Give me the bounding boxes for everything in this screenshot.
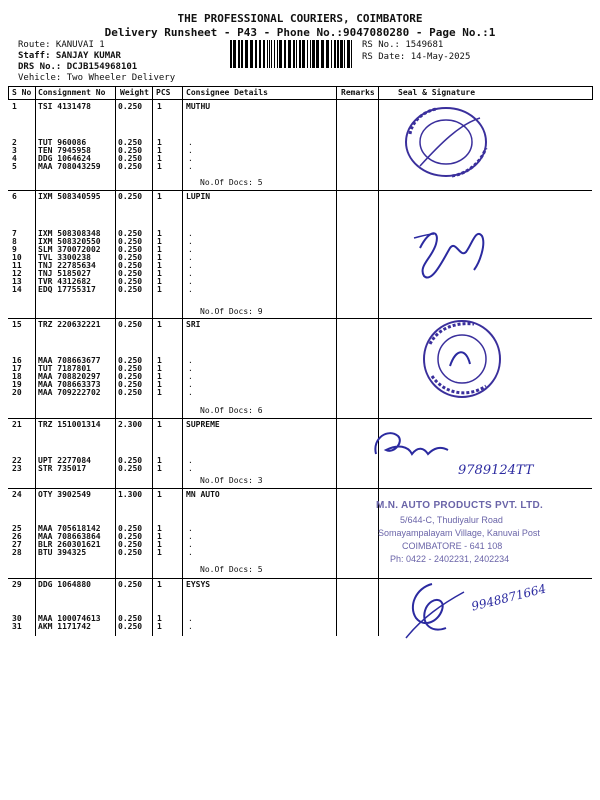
table-rule [8, 99, 592, 100]
col-header-seal: Seal & Signature [398, 88, 476, 97]
row-consignee-dot: . [188, 532, 193, 541]
barcode-bar [250, 40, 253, 68]
row-weight: 0.250 [118, 192, 143, 201]
row-sno: 21 [12, 420, 22, 429]
group-consignee-name: LUPIN [186, 192, 211, 201]
row-consignment-no: TRZ 151001314 [38, 420, 101, 429]
row-consignee-dot: . [188, 138, 193, 147]
barcode-bar [255, 40, 257, 68]
table-column-rule [35, 86, 36, 636]
row-sno: 9 [12, 245, 17, 254]
row-weight: 0.250 [118, 524, 143, 533]
agency-seal-stamp [400, 104, 496, 184]
row-consignee-dot: . [188, 162, 193, 171]
vehicle-label: Vehicle: Two Wheeler Delivery [18, 73, 176, 83]
runsheet-subtitle: Delivery Runsheet - P43 - Phone No.:9047080280 - Page No.:1 [104, 26, 496, 39]
row-weight: 0.250 [118, 146, 143, 155]
row-weight: 0.250 [118, 269, 143, 278]
barcode-bar [316, 40, 319, 68]
row-sno: 17 [12, 364, 22, 373]
runsheet-title: THE PROFESSIONAL COURIERS, COIMBATORE [177, 12, 423, 25]
row-consignee-dot: . [188, 540, 193, 549]
mn-auto-stamp-line5: Ph: 0422 - 2402231, 2402234 [390, 554, 510, 564]
row-weight: 0.250 [118, 138, 143, 147]
row-pcs: 1 [157, 622, 162, 631]
barcode-bar [337, 40, 339, 68]
row-pcs: 1 [157, 388, 162, 397]
row-weight: 0.250 [118, 532, 143, 541]
row-consignment-no: IXM 508320550 [38, 237, 101, 246]
table-column-rule [182, 86, 183, 636]
row-sno: 31 [12, 622, 22, 631]
staff-label: Staff: SANJAY KUMAR [18, 51, 121, 61]
row-consignment-no: TNJ 22785634 [38, 261, 96, 270]
group-doc-count: No.Of Docs: 5 [200, 565, 263, 574]
group-doc-count: No.Of Docs: 9 [200, 307, 263, 316]
row-weight: 0.250 [118, 380, 143, 389]
row-consignee-dot: . [188, 464, 193, 473]
row-weight: 0.250 [118, 261, 143, 270]
row-consignment-no: DDG 1064880 [38, 580, 91, 589]
row-consignment-no: MAA 708663864 [38, 532, 101, 541]
row-sno: 19 [12, 380, 22, 389]
table-column-rule [592, 86, 593, 100]
row-sno: 26 [12, 532, 22, 541]
row-pcs: 1 [157, 490, 162, 499]
barcode-bar [302, 40, 305, 68]
barcode-bar [340, 40, 343, 68]
eysys-signature [402, 578, 472, 640]
table-rule [8, 86, 592, 87]
row-consignment-no: TVR 4312682 [38, 277, 91, 286]
row-pcs: 1 [157, 237, 162, 246]
row-sno: 22 [12, 456, 22, 465]
row-sno: 8 [12, 237, 17, 246]
row-consignee-dot: . [188, 380, 193, 389]
row-weight: 2.300 [118, 420, 143, 429]
row-pcs: 1 [157, 162, 162, 171]
table-rule [8, 488, 592, 489]
row-weight: 0.250 [118, 388, 143, 397]
group-consignee-name: MUTHU [186, 102, 211, 111]
mn-auto-stamp-line1: M.N. AUTO PRODUCTS PVT. LTD. [376, 500, 544, 511]
col-header-consignment: Consignment No [38, 88, 106, 97]
row-pcs: 1 [157, 548, 162, 557]
row-pcs: 1 [157, 245, 162, 254]
row-sno: 24 [12, 490, 22, 499]
row-consignment-no: DDG 1064624 [38, 154, 91, 163]
row-consignee-dot: . [188, 253, 193, 262]
group-consignee-name: SRI [186, 320, 201, 329]
row-weight: 0.250 [118, 229, 143, 238]
barcode-bar [347, 40, 350, 68]
row-sno: 30 [12, 614, 22, 623]
barcode-bar [238, 40, 240, 68]
row-consignee-dot: . [188, 456, 193, 465]
row-consignee-dot: . [188, 269, 193, 278]
supreme-signature [368, 424, 468, 470]
row-consignment-no: EDQ 17755317 [38, 285, 96, 294]
row-pcs: 1 [157, 285, 162, 294]
row-consignment-no: UPT 2277084 [38, 456, 91, 465]
row-consignee-dot: . [188, 622, 193, 631]
row-consignment-no: TUT 7187801 [38, 364, 91, 373]
table-column-rule [378, 86, 379, 636]
barcode-bar [310, 40, 311, 68]
row-pcs: 1 [157, 277, 162, 286]
row-pcs: 1 [157, 614, 162, 623]
row-pcs: 1 [157, 261, 162, 270]
barcode-bar [293, 40, 295, 68]
row-pcs: 1 [157, 253, 162, 262]
row-pcs: 1 [157, 192, 162, 201]
row-weight: 0.250 [118, 614, 143, 623]
col-header-weight: Weight [120, 88, 149, 97]
row-pcs: 1 [157, 540, 162, 549]
row-consignment-no: MAA 708663373 [38, 380, 101, 389]
row-pcs: 1 [157, 138, 162, 147]
row-sno: 25 [12, 524, 22, 533]
sri-seal-stamp [416, 318, 508, 400]
group-consignee-name: SUPREME [186, 420, 220, 429]
row-consignee-dot: . [188, 548, 193, 557]
barcode-image [230, 40, 356, 68]
group-doc-count: No.Of Docs: 5 [200, 178, 263, 187]
drs-number: DRS No.: DCJB154968101 [18, 62, 138, 72]
row-pcs: 1 [157, 464, 162, 473]
row-weight: 0.250 [118, 372, 143, 381]
table-column-rule [8, 86, 9, 100]
row-sno: 29 [12, 580, 22, 589]
row-weight: 0.250 [118, 622, 143, 631]
row-sno: 14 [12, 285, 22, 294]
table-column-rule [336, 86, 337, 636]
row-pcs: 1 [157, 580, 162, 589]
row-sno: 10 [12, 253, 22, 262]
row-sno: 5 [12, 162, 17, 171]
barcode-bar [269, 40, 270, 68]
barcode-bar [299, 40, 301, 68]
row-sno: 7 [12, 229, 17, 238]
row-consignment-no: STR 735017 [38, 464, 87, 473]
barcode-bar [267, 40, 268, 68]
table-rule [8, 418, 592, 419]
row-sno: 16 [12, 356, 22, 365]
row-consignment-no: TUT 960086 [38, 138, 87, 147]
barcode-bar [344, 40, 345, 68]
row-sno: 13 [12, 277, 22, 286]
row-consignment-no: TVL 3300238 [38, 253, 91, 262]
row-consignment-no: BTU 394325 [38, 548, 87, 557]
group-consignee-name: MN AUTO [186, 490, 220, 499]
row-weight: 0.250 [118, 285, 143, 294]
row-consignment-no: MAA 708663677 [38, 356, 101, 365]
row-sno: 4 [12, 154, 17, 163]
barcode-bar [263, 40, 265, 68]
row-consignee-dot: . [188, 372, 193, 381]
row-consignee-dot: . [188, 388, 193, 397]
rs-date: RS Date: 14-May-2025 [362, 52, 471, 62]
row-consignment-no: MAA 708043259 [38, 162, 101, 171]
row-weight: 0.250 [118, 548, 143, 557]
barcode-bar [331, 40, 332, 68]
row-consignment-no: MAA 100074613 [38, 614, 101, 623]
row-weight: 0.250 [118, 154, 143, 163]
group-doc-count: No.Of Docs: 6 [200, 406, 263, 415]
group-doc-count: No.Of Docs: 3 [200, 476, 263, 485]
row-consignment-no: BLR 260301621 [38, 540, 101, 549]
row-consignee-dot: . [188, 524, 193, 533]
table-column-rule [115, 86, 116, 636]
row-consignee-dot: . [188, 146, 193, 155]
table-column-rule [152, 86, 153, 636]
rs-number: RS No.: 1549681 [362, 40, 444, 50]
row-pcs: 1 [157, 372, 162, 381]
row-sno: 28 [12, 548, 22, 557]
barcode-bar [279, 40, 282, 68]
row-consignment-no: MAA 708820297 [38, 372, 101, 381]
row-sno: 12 [12, 269, 22, 278]
barcode-bar [259, 40, 261, 68]
row-weight: 0.250 [118, 580, 143, 589]
row-consignment-no: AKM 1171742 [38, 622, 91, 631]
row-sno: 20 [12, 388, 22, 397]
row-consignment-no: TNJ 5185027 [38, 269, 91, 278]
row-consignment-no: TEN 7945958 [38, 146, 91, 155]
barcode-bar [312, 40, 315, 68]
lupin-signature [410, 218, 500, 288]
row-pcs: 1 [157, 356, 162, 365]
barcode-bar [245, 40, 248, 68]
row-weight: 0.250 [118, 237, 143, 246]
row-sno: 18 [12, 372, 22, 381]
row-consignee-dot: . [188, 277, 193, 286]
row-sno: 23 [12, 464, 22, 473]
row-consignee-dot: . [188, 614, 193, 623]
row-pcs: 1 [157, 524, 162, 533]
barcode-bar [307, 40, 308, 68]
row-weight: 0.250 [118, 245, 143, 254]
row-weight: 0.250 [118, 253, 143, 262]
row-weight: 0.250 [118, 162, 143, 171]
row-consignee-dot: . [188, 261, 193, 270]
row-consignment-no: IXM 508340595 [38, 192, 101, 201]
group-consignee-name: EYSYS [186, 580, 211, 589]
row-sno: 6 [12, 192, 17, 201]
row-consignee-dot: . [188, 356, 193, 365]
row-pcs: 1 [157, 420, 162, 429]
row-sno: 3 [12, 146, 17, 155]
col-header-consignee: Consignee Details [186, 88, 268, 97]
row-pcs: 1 [157, 102, 162, 111]
row-pcs: 1 [157, 456, 162, 465]
barcode-bar [351, 40, 352, 68]
row-sno: 11 [12, 261, 22, 270]
barcode-bar [241, 40, 243, 68]
row-weight: 1.300 [118, 490, 143, 499]
row-weight: 0.250 [118, 356, 143, 365]
barcode-bar [296, 40, 297, 68]
col-header-pcs: PCS [156, 88, 171, 97]
barcode-bar [326, 40, 329, 68]
barcode-bar [288, 40, 291, 68]
row-pcs: 1 [157, 146, 162, 155]
row-weight: 0.250 [118, 364, 143, 373]
row-sno: 1 [12, 102, 17, 111]
col-header-sno: S No [12, 88, 32, 97]
row-pcs: 1 [157, 380, 162, 389]
barcode-bar [233, 40, 236, 68]
col-header-remarks: Remarks [341, 88, 375, 97]
row-consignee-dot: . [188, 285, 193, 294]
row-sno: 2 [12, 138, 17, 147]
row-weight: 0.250 [118, 102, 143, 111]
row-consignment-no: MAA 705618142 [38, 524, 101, 533]
row-pcs: 1 [157, 320, 162, 329]
mn-auto-stamp-line2: 5/644-C, Thudiyalur Road [400, 515, 503, 525]
barcode-bar [230, 40, 232, 68]
row-consignment-no: IXM 508308348 [38, 229, 101, 238]
row-consignee-dot: . [188, 245, 193, 254]
supreme-phone-note: 9789124TT [458, 463, 534, 478]
table-rule [8, 578, 592, 579]
row-pcs: 1 [157, 154, 162, 163]
barcode-bar [284, 40, 286, 68]
barcode-bar [321, 40, 324, 68]
row-weight: 0.250 [118, 540, 143, 549]
row-weight: 0.250 [118, 277, 143, 286]
row-consignment-no: TRZ 220632221 [38, 320, 101, 329]
row-consignee-dot: . [188, 237, 193, 246]
row-sno: 27 [12, 540, 22, 549]
mn-auto-stamp-line4: COIMBATORE - 641 108 [402, 541, 503, 551]
route-label: Route: KANUVAI 1 [18, 40, 105, 50]
row-weight: 0.250 [118, 320, 143, 329]
row-sno: 15 [12, 320, 22, 329]
table-rule [8, 190, 592, 191]
barcode-bar [334, 40, 336, 68]
barcode-bar [277, 40, 278, 68]
row-consignment-no: TSI 4131478 [38, 102, 91, 111]
row-pcs: 1 [157, 532, 162, 541]
row-consignee-dot: . [188, 229, 193, 238]
eysys-phone-note: 9948871664 [470, 581, 548, 614]
row-consignee-dot: . [188, 364, 193, 373]
barcode-bar [271, 40, 272, 68]
row-pcs: 1 [157, 269, 162, 278]
row-weight: 0.250 [118, 456, 143, 465]
mn-auto-stamp-line3: Somayampalayam Village, Kanuvai Post [378, 528, 540, 538]
row-consignment-no: OTY 3902549 [38, 490, 91, 499]
row-pcs: 1 [157, 364, 162, 373]
row-weight: 0.250 [118, 464, 143, 473]
row-consignee-dot: . [188, 154, 193, 163]
barcode-bar [274, 40, 275, 68]
row-consignment-no: SLM 370072002 [38, 245, 101, 254]
row-pcs: 1 [157, 229, 162, 238]
row-consignment-no: MAA 709222702 [38, 388, 101, 397]
